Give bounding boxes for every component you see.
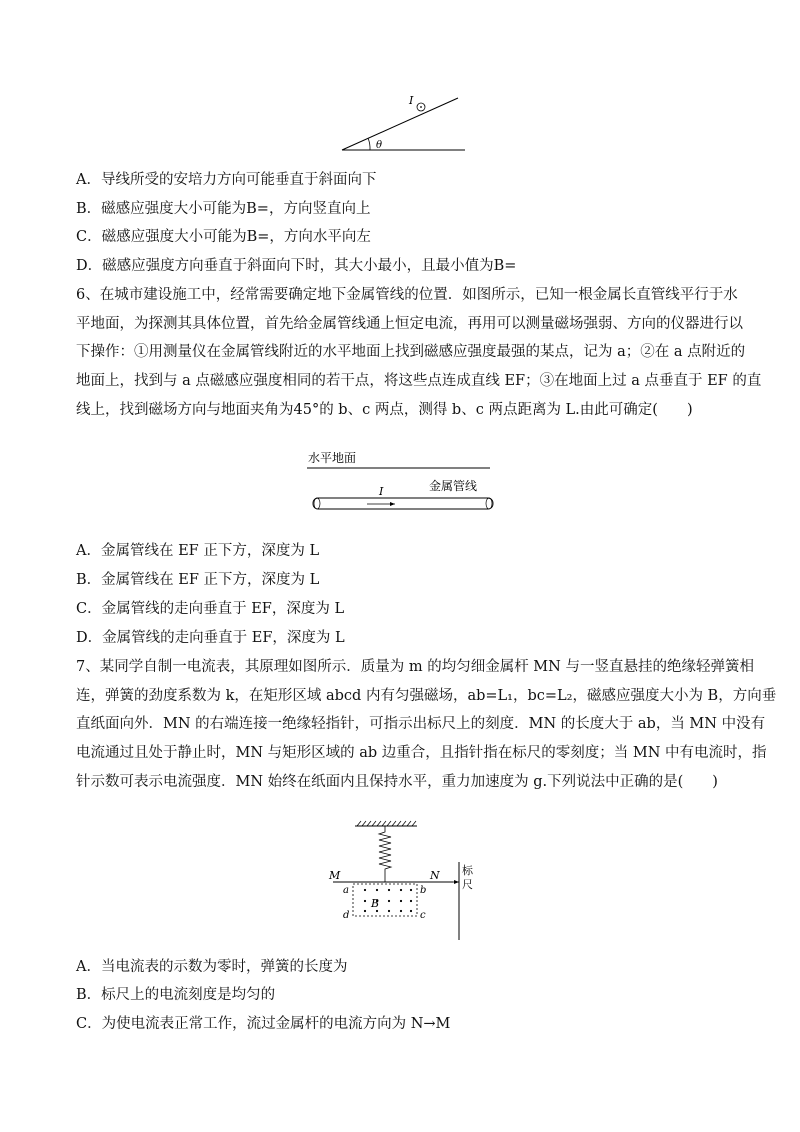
q7-stem-line-1: 7、某同学自制一电流表，其原理如图所示．质量为 m 的均匀细金属杆 MN 与一竖直悬挂的绝缘轻弹簧相 [76, 659, 754, 675]
label-m: M [329, 869, 341, 882]
q5-option-b: B．磁感应强度大小可能为B=，方向竖直向上 [76, 201, 371, 217]
label-d: d [343, 910, 350, 921]
current-label: I [409, 94, 414, 107]
metal-pipe [313, 498, 493, 509]
q5-option-d: D．磁感应强度方向垂直于斜面向下时，其大小最小，且最小值为B= [76, 258, 517, 274]
q5-option-c: C．磁感应强度大小可能为B=，方向水平向左 [76, 229, 371, 245]
pipe-figure [305, 448, 505, 518]
q5-option-a: A．导线所受的安培力方向可能垂直于斜面向下 [76, 172, 377, 188]
pipe-label: 金属管线 [429, 479, 478, 493]
q6-option-d: D．金属管线的走向垂直于 EF，深度为 L [76, 630, 345, 646]
label-b: b [420, 885, 427, 896]
q6-stem-line-3: 下操作：①用测量仪在金属管线附近的水平地面上找到磁感应强度最强的某点，记为 a；②在 a 点附近的 [76, 344, 746, 360]
magnetic-field-region [353, 884, 417, 916]
label-field-b: B [371, 897, 380, 910]
angle-arc [368, 138, 370, 150]
q7-option-b: B．标尺上的电流刻度是均匀的 [76, 987, 276, 1003]
q7-stem-line-4: 电流通过且处于静止时，MN 与矩形区域的 ab 边重合，且指针指在标尺的零刻度；当 MN 中有电流时，指 [76, 745, 767, 761]
q6-stem-line-1: 6、在城市建设施工中，经常需要确定地下金属管线的位置．如图所示，已知一根金属长直管线平行于水 [76, 287, 738, 303]
q6-option-b: B．金属管线在 EF 正下方，深度为 L [76, 572, 320, 588]
q6-option-a: A．金属管线在 EF 正下方，深度为 L [76, 543, 320, 559]
q7-stem-line-2: 连，弹簧的劲度系数为 k，在矩形区域 abcd 内有匀强磁场，ab=L₁，bc=L₂，磁感应强度大小为 B，方向垂 [76, 688, 777, 704]
label-a: a [343, 885, 349, 896]
incline-slope-line [342, 98, 458, 150]
angle-label: θ [376, 140, 383, 151]
ground-label: 水平地面 [308, 451, 357, 465]
q6-stem-line-5: 线上，找到磁场方向与地面夹角为45°的 b、c 两点，测得 b、c 两点距离为 L.由此可确定( ) [76, 402, 693, 418]
label-c: c [420, 910, 426, 921]
q6-stem-line-2: 平地面，为探测其具体位置，首先给金属管线通上恒定电流，再用可以测量磁场强弱、方向的仪器进行以 [76, 316, 743, 332]
q7-stem-line-5: 针示数可表示电流强度．MN 始终在纸面内且保持水平，重力加速度为 g.下列说法中正确的是( ) [76, 774, 718, 790]
q7-option-a: A．当电流表的示数为零时，弹簧的长度为 [76, 959, 348, 975]
ammeter-figure [325, 818, 485, 944]
q7-stem-line-3: 直纸面向外．MN 的右端连接一绝缘轻指针，可指示出标尺上的刻度．MN 的长度大于 ab，当 MN 中没有 [76, 716, 766, 732]
scale-label-char-1: 标 [462, 864, 473, 877]
ceiling-hatch [357, 821, 416, 826]
incline-figure [330, 88, 480, 158]
scale-label-char-2: 尺 [462, 878, 473, 891]
spring [379, 826, 391, 882]
q6-option-c: C．金属管线的走向垂直于 EF，深度为 L [76, 601, 345, 617]
label-n: N [430, 869, 440, 882]
q7-option-c: C．为使电流表正常工作，流过金属杆的电流方向为 N→M [76, 1016, 451, 1032]
q6-stem-line-4: 地面上，找到与 a 点磁感应强度相同的若干点，将这些点连成直线 EF；③在地面上过 a 点垂直于 EF 的直 [76, 373, 762, 389]
pipe-current-label: I [379, 485, 384, 498]
